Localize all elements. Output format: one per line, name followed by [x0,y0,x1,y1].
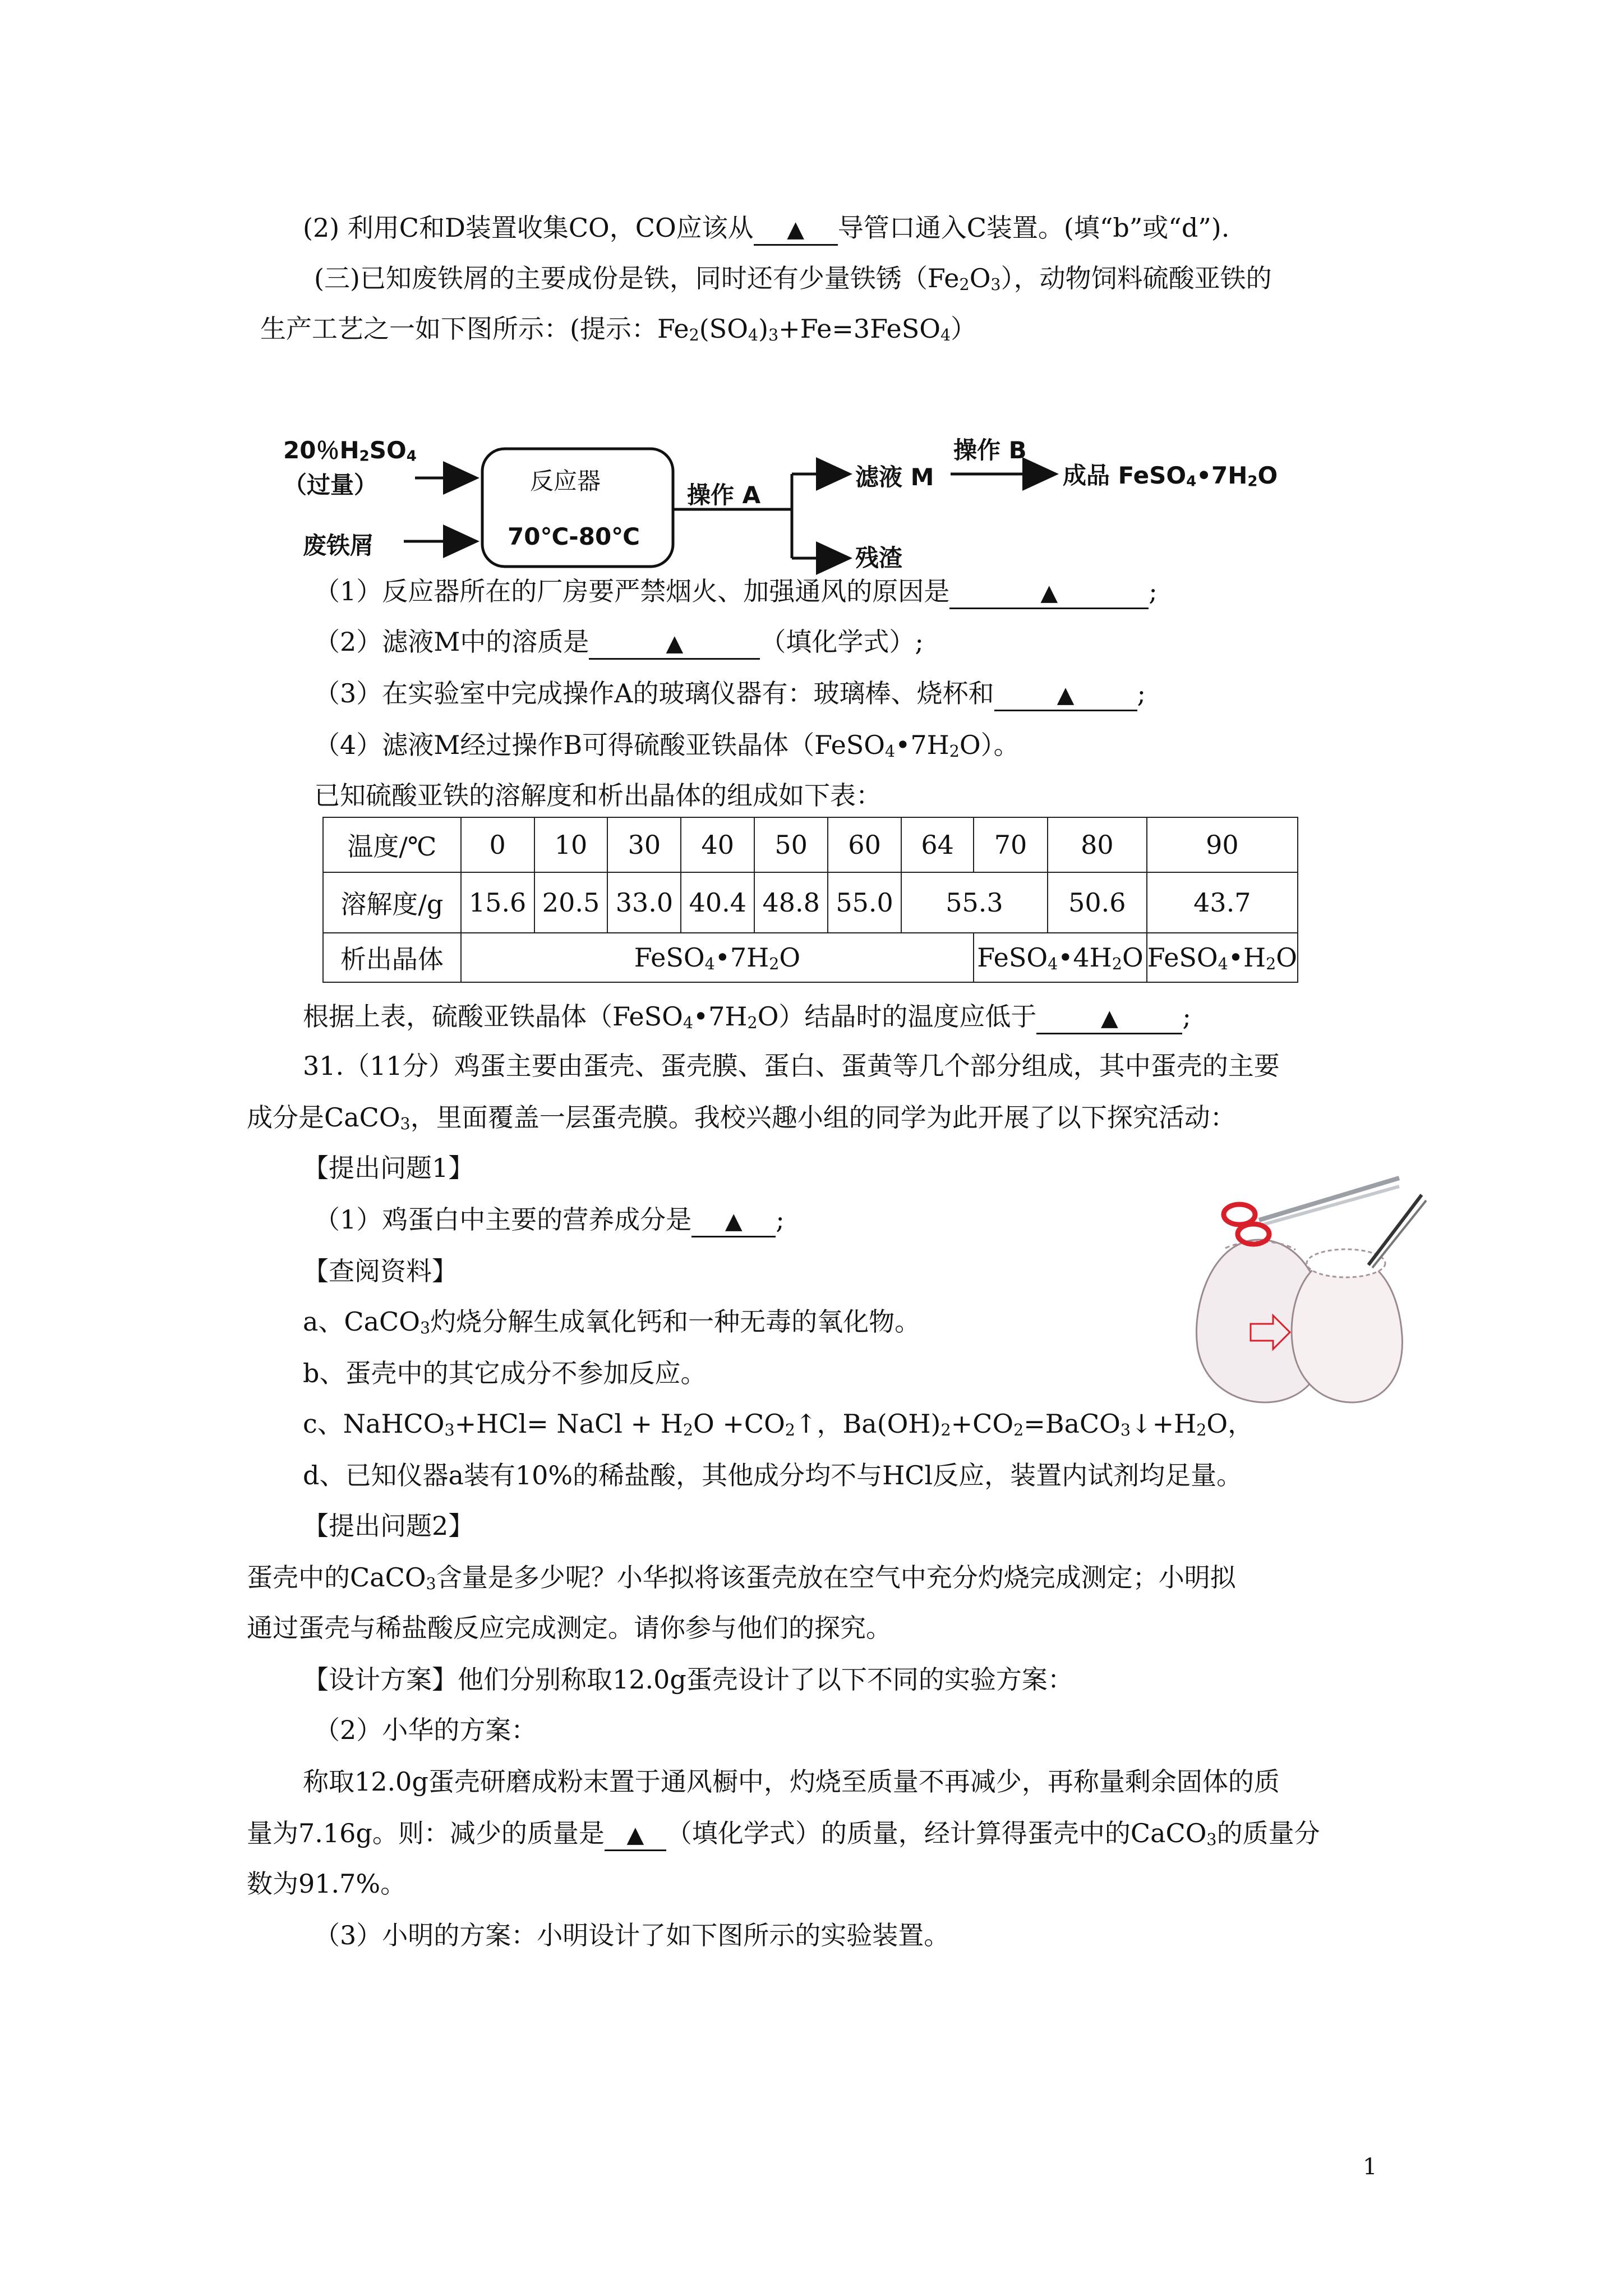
answer-blank[interactable]: ▲ [605,1819,666,1851]
table-intro: 已知硫酸亚铁的溶解度和析出晶体的组成如下表： [314,780,882,811]
answer-blank[interactable]: ▲ [754,213,838,246]
heading-references: 【查阅资料】 [303,1256,458,1286]
egg-shell-illustration [1175,1156,1433,1414]
temp-cell: 60 [828,817,901,872]
reactor-label: 反应器 [530,467,601,495]
q31-question-1: （1）鸡蛋白中主要的营养成分是 ▲ ; [314,1203,785,1237]
xiaohua-plan-heading: （2）小华的方案： [314,1715,537,1745]
answer-blank[interactable]: ▲ [1036,1002,1182,1034]
crystallization-question: 根据上表，硫酸亚铁晶体$(FeSO_4•7H_2O)$结晶时的温度应低于 ▲ ; [303,1000,1191,1034]
answer-blank[interactable]: ▲ [589,627,760,660]
answer-blank[interactable]: ▲ [691,1205,776,1237]
filtrate-m-label: 滤液 M [855,463,934,491]
crystal-cell: $FeSO_4•7H_2O$ [461,933,974,982]
table-header: 温度/℃ [323,817,461,872]
temp-cell: 70 [974,817,1048,872]
q31-intro: 31.（11分）鸡蛋主要由蛋壳、蛋壳膜、蛋白、蛋黄等几个部分组成，其中蛋壳的主要 [303,1051,1280,1081]
operation-a-label: 操作 A [687,481,761,509]
solubility-cell: 33.0 [607,872,681,933]
question-1-reason: （1）反应器所在的厂房要严禁烟火、加强通风的原因是 ▲ ; [314,574,1158,609]
xiaoming-plan: （3）小明的方案：小明设计了如下图所示的实验装置。 [314,1920,950,1950]
solubility-cell: 15.6 [461,872,534,933]
page-number: 1 [1363,2154,1377,2180]
question-3-glassware: （3）在实验室中完成操作A的玻璃仪器有：玻璃棒、烧杯和 ▲ ; [314,677,1146,711]
temp-cell: 30 [607,817,681,872]
solubility-cell: 48.8 [754,872,828,933]
product-label: 成品 $FeSO_4•7H_2O$ [1063,462,1278,490]
table-header: 溶解度/g [323,872,461,933]
answer-blank[interactable]: ▲ [994,679,1137,711]
question-2-co-collection: (2) 利用C和D装置收集CO，CO应该从 ▲ 导管口通入C装置。(填“b”或“d”). [303,211,1229,246]
reference-a: a、CaCO$_3$灼烧分解生成氧化钙和一种无毒的氧化物。 [303,1306,921,1338]
question-2-solute: （2）滤液M中的溶质是 ▲ （填化学式）; [314,625,924,660]
section-3-intro: (三)已知废铁屑的主要成份是铁，同时还有少量铁锈$(Fe_2O_3)$，动物饲料硫酸亚铁的 [314,263,1272,295]
xiaohua-plan-text-2: 量为7.16g。则：减少的质量是 ▲ （填化学式）的质量，经计算得蛋壳中的CaCO$_3$的质量分 [247,1816,1320,1851]
crystal-row [323,933,1298,982]
operation-b-label: 操作 B [953,436,1027,464]
flowchart-arrows [0,0,1623,617]
heading-question-2: 【提出问题2】 [303,1511,474,1541]
temp-cell: 80 [1048,817,1147,872]
solubility-cell: 55.0 [828,872,901,933]
table-header: 析出晶体 [323,933,461,982]
input-acid-label: 20％$H_2SO_4$ [283,436,417,465]
q31-intro-2: 成分是CaCO$_3$，里面覆盖一层蛋壳膜。我校兴趣小组的同学为此开展了以下探究活动： [247,1102,1236,1134]
crystal-cell: $FeSO_4•4H_2O$ [974,933,1147,982]
solubility-row [323,872,1298,933]
q31-problem-2-cont: 通过蛋壳与稀盐酸反应完成测定。请你参与他们的探究。 [247,1613,892,1643]
solubility-cell: 20.5 [534,872,608,933]
temp-cell: 40 [681,817,754,872]
answer-blank[interactable]: ▲ [949,577,1149,609]
solubility-cell: 50.6 [1048,872,1147,933]
heading-question-1: 【提出问题1】 [303,1153,474,1183]
temp-cell: 0 [461,817,534,872]
reference-b: b、蛋壳中的其它成分不参加反应。 [303,1358,707,1388]
temp-cell: 90 [1147,817,1298,872]
scissors-icon [1224,1178,1399,1244]
temp-cell: 64 [901,817,974,872]
temp-cell: 10 [534,817,608,872]
design-heading: 【设计方案】他们分别称取12.0g蛋壳设计了以下不同的实验方案： [303,1664,1073,1695]
solubility-table [322,817,1298,983]
process-hint: 生产工艺之一如下图所示：(提示：$Fe_2(SO_4)_3+Fe=3FeSO_4$） [260,314,977,345]
q31-problem-2: 蛋壳中的CaCO$_3$含量是多少呢？小华拟将该蛋壳放在空气中充分灼烧完成测定；小明拟 [247,1562,1236,1594]
solubility-cell: 40.4 [681,872,754,933]
xiaohua-plan-text-3: 数为91.7%。 [247,1869,407,1899]
input-acid-excess: （过量） [283,471,378,499]
temperature-row [323,817,1298,872]
residue-label: 残渣 [855,544,903,572]
question-4-crystal: （4）滤液M经过操作B可得硫酸亚铁晶体$(FeSO_4•7H_2O)$。 [314,730,1020,761]
crystal-cell: $FeSO_4•H_2O$ [1147,933,1298,982]
input-scrap-label: 废铁屑 [303,532,374,559]
reactor-temperature: 70℃-80℃ [508,523,640,550]
solubility-cell: 55.3 [901,872,1048,933]
xiaohua-plan-text: 称取12.0g蛋壳研磨成粉末置于通风橱中，灼烧至质量不再减少，再称量剩余固体的质 [303,1766,1280,1797]
solubility-cell: 43.7 [1147,872,1298,933]
reference-d: d、已知仪器a装有10%的稀盐酸，其他成分均不与HCl反应，装置内试剂均足量。 [303,1460,1243,1490]
temp-cell: 50 [754,817,828,872]
reference-c: c、NaHCO$_3$+HCl= NaCl + $H_2O$ $+CO_2↑$，$Ba(OH)_2+CO_2=BaCO_3↓+H_2O$， [303,1409,1254,1440]
